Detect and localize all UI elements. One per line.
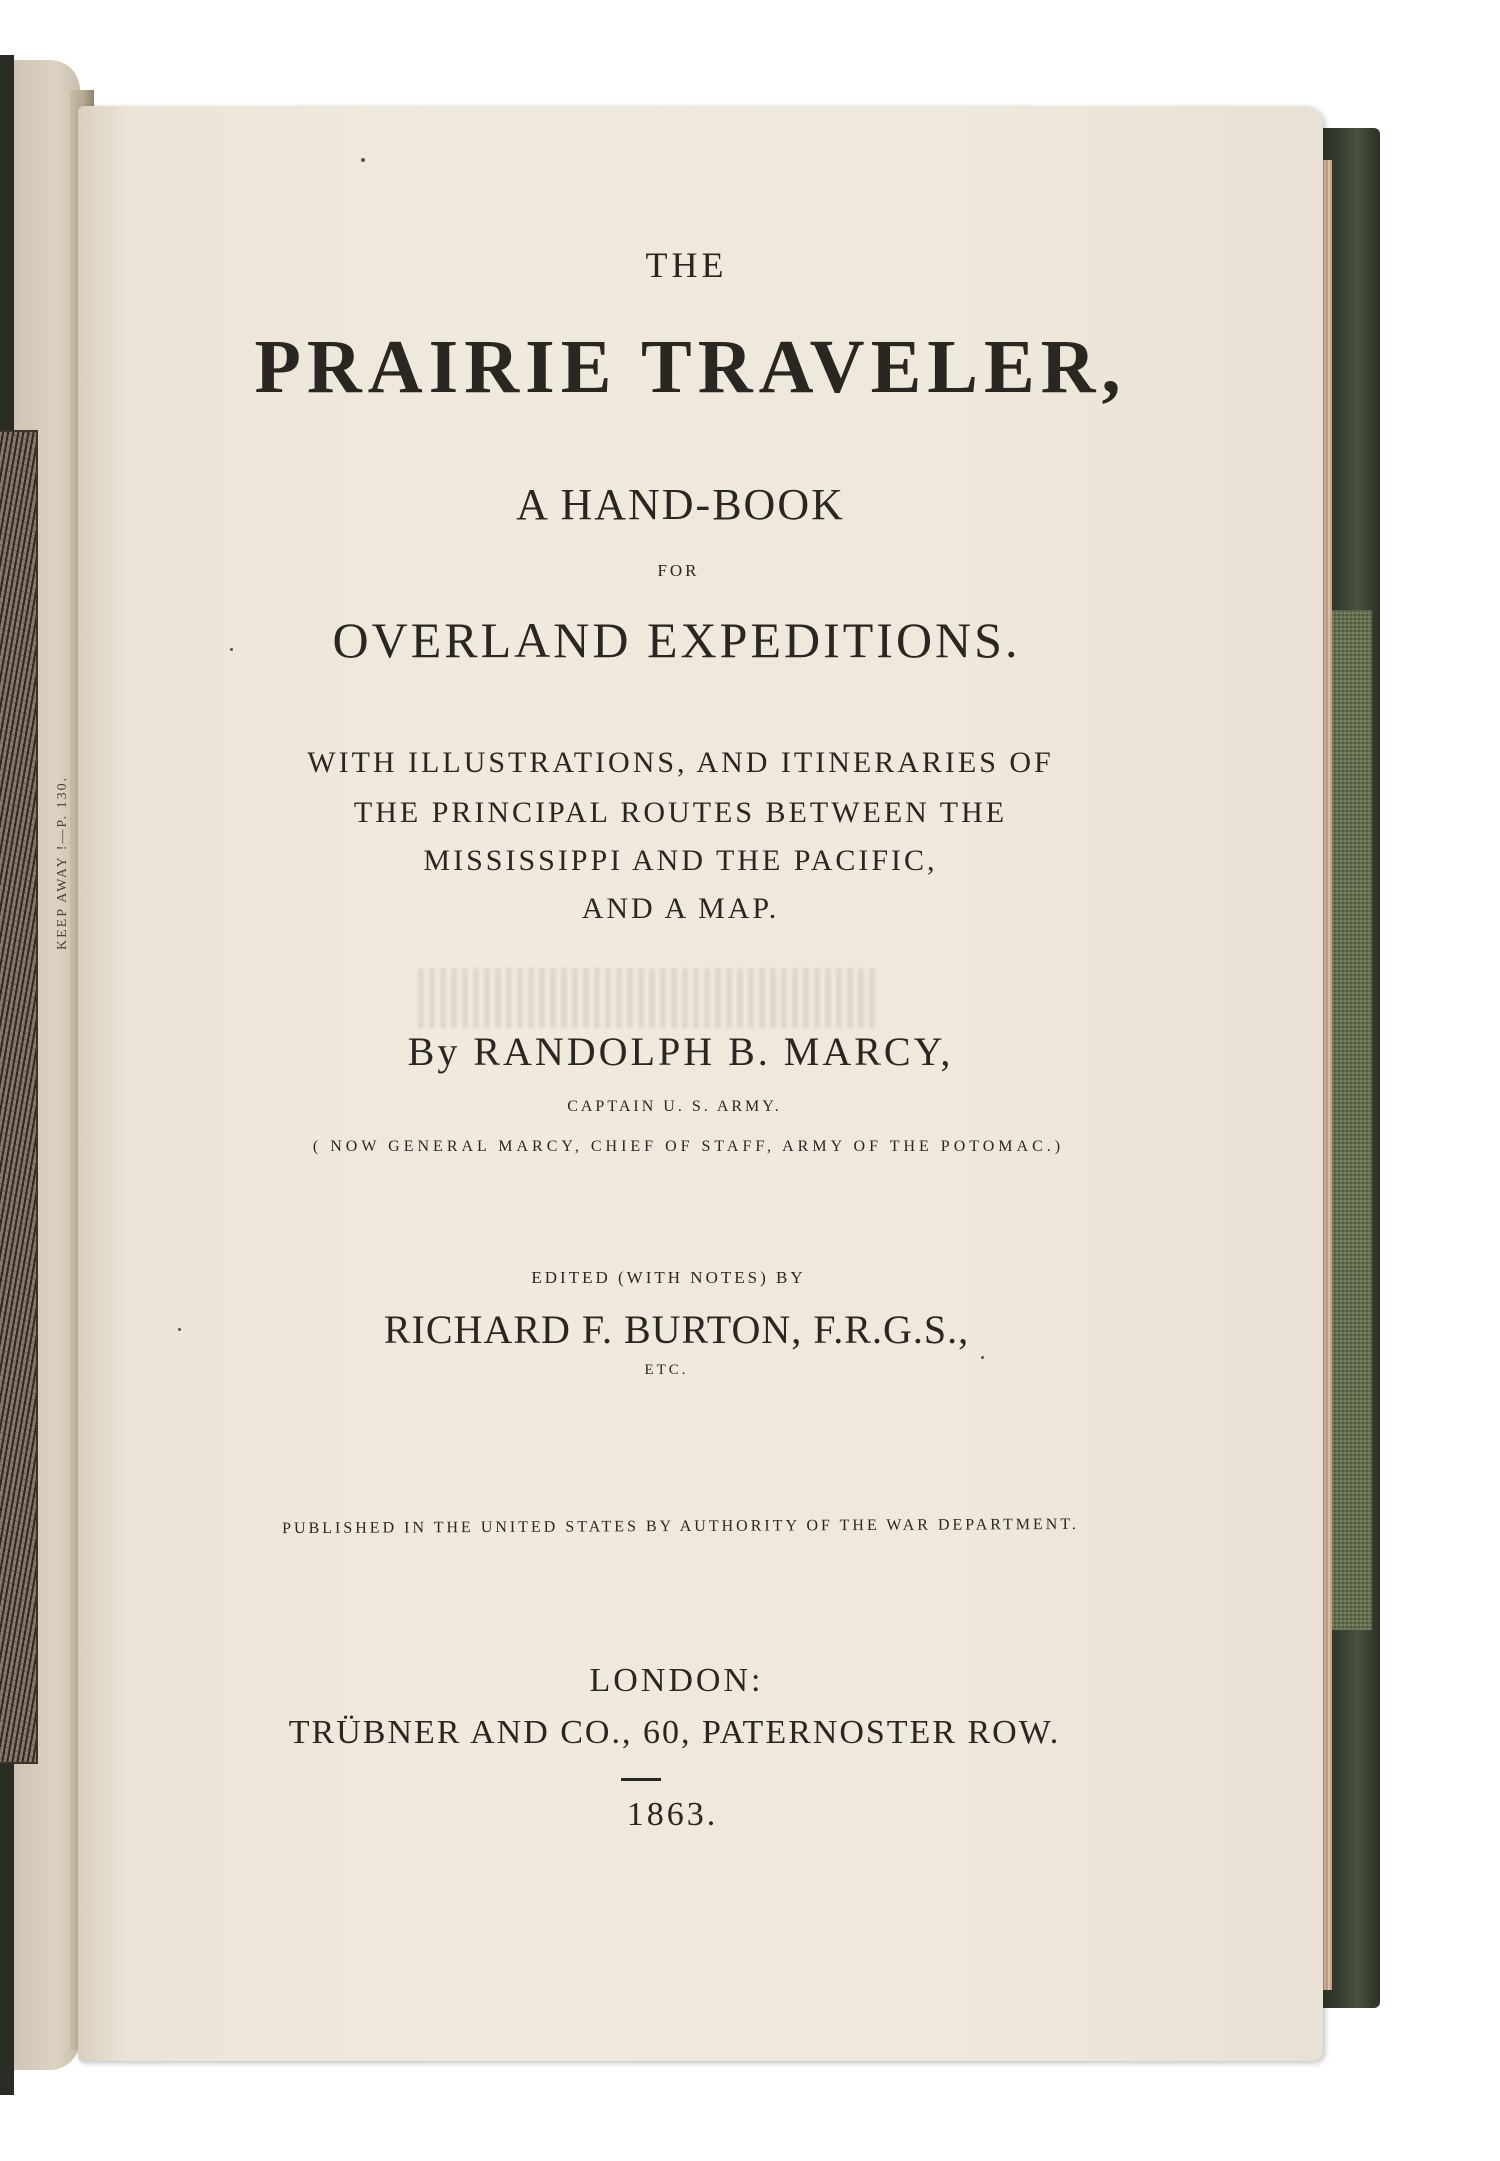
imprint-publisher: TRÜBNER AND CO., 60, PATERNOSTER ROW.	[288, 1714, 1061, 1751]
frontispiece-engraving	[0, 430, 38, 1764]
published-note: PUBLISHED IN THE UNITED STATES BY AUTHORITY OF THE WAR DEPARTMENT.	[282, 1515, 1079, 1538]
description-line-1: WITH ILLUSTRATIONS, AND ITINERARIES OF	[307, 746, 1054, 779]
imprint-place: LONDON:	[589, 1662, 764, 1699]
imprint-rule	[621, 1778, 661, 1781]
description-line-3: MISSISSIPPI AND THE PACIFIC,	[423, 844, 938, 877]
edited-by: EDITED (WITH NOTES) BY	[531, 1268, 806, 1287]
show-through-text	[418, 968, 878, 1028]
cloth-binding	[1332, 610, 1372, 1630]
author-rank: CAPTAIN U. S. ARMY.	[567, 1098, 782, 1115]
subtitle-for: FOR	[657, 561, 700, 580]
main-title: PRAIRIE TRAVELER,	[254, 325, 1127, 409]
subtitle: A HAND-BOOK	[516, 480, 845, 529]
editor-suffix: ETC.	[644, 1362, 689, 1378]
author-line: By RANDOLPH B. MARCY,	[407, 1029, 954, 1074]
paper-speck	[178, 1328, 181, 1331]
title-article: THE	[645, 245, 728, 285]
subject-title: OVERLAND EXPEDITIONS.	[332, 612, 1021, 668]
editor-name: RICHARD F. BURTON, F.R.G.S.,	[383, 1307, 970, 1352]
description-line-4: AND A MAP.	[581, 892, 780, 925]
author-note: ( NOW GENERAL MARCY, CHIEF OF STAFF, ARMY OF THE POTOMAC.)	[312, 1138, 1065, 1155]
paper-speck	[361, 158, 365, 162]
paper-speck	[230, 648, 233, 651]
frontispiece-caption: KEEP AWAY !—P. 130.	[55, 775, 70, 950]
paper-speck	[981, 1356, 984, 1359]
title-page	[78, 106, 1323, 2061]
imprint-year: 1863.	[626, 1796, 719, 1833]
description-line-2: THE PRINCIPAL ROUTES BETWEEN THE	[353, 796, 1008, 829]
